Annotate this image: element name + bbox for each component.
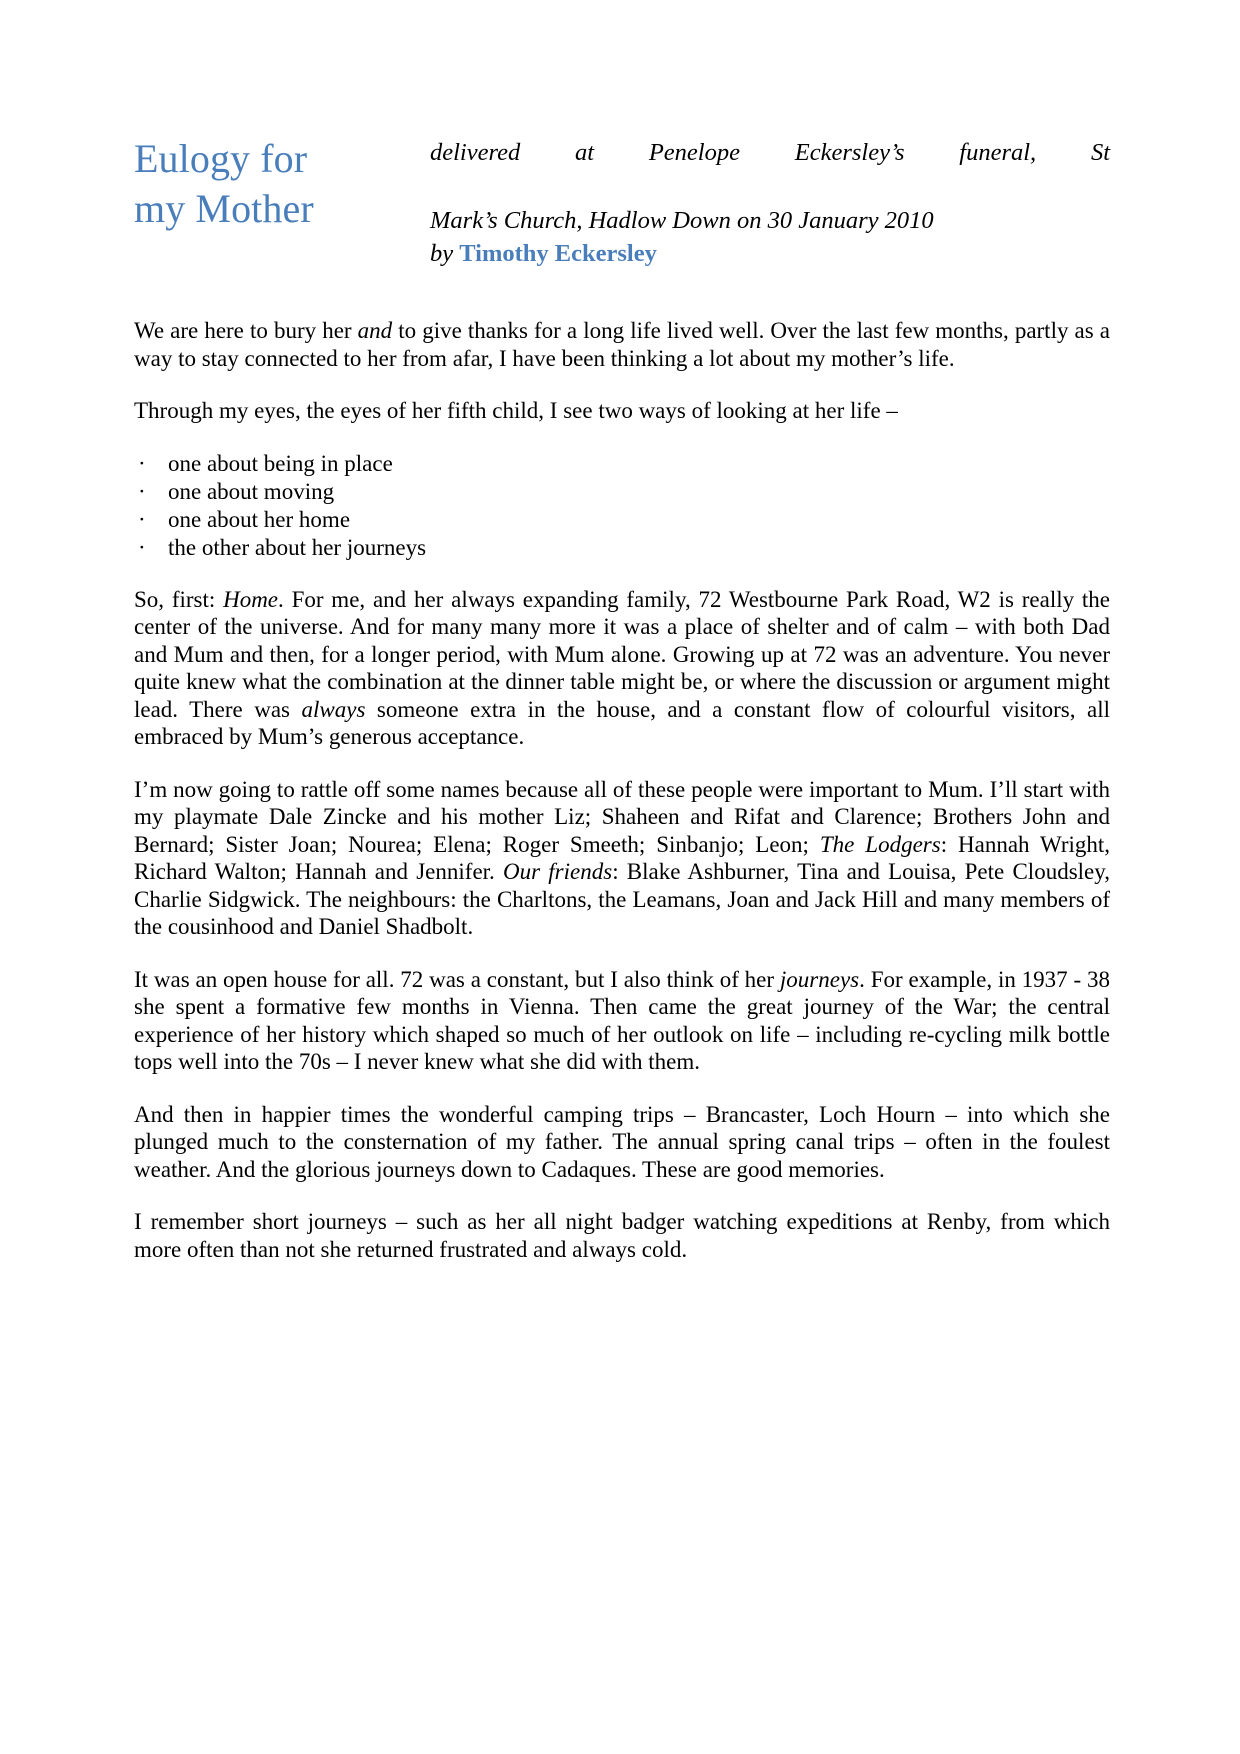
- list-item: [134, 478, 1110, 506]
- byline-label: by: [430, 240, 460, 268]
- ways-of-looking-list: [134, 450, 1110, 562]
- page-title: [134, 128, 430, 234]
- paragraph-home: [134, 586, 1110, 751]
- list-item-label: one about her home: [168, 506, 351, 532]
- paragraph-intro-emphasis: and: [357, 318, 393, 344]
- paragraph-intro: [134, 317, 1110, 372]
- paragraph-names-part-1: I’m now going to rattle off some names because all of these people were important to Mum. I’ll start with my playmate Dale Zincke and his mother Liz; Shaheen and Rifat and Clarence; Brothers John and Bernard; Sister Joan; Nourea; Elena; Roger Smeeth; Sinbanjo; Leon;: [134, 776, 1110, 857]
- paragraph-names: [134, 776, 1110, 941]
- paragraph-home-part-2: . For me, and her always expanding family, 72 Westbourne Park Road, W2 is really the center of the universe. And for many many more it was a place of shelter and of calm – with both Dad and Mum and then, for a longer period, with Mum alone. Growing up at 72 was an adventure. You never quite knew what the combination at the dinner table might be, or where the discussion or argument might lead. There was: [134, 586, 1110, 722]
- list-item: [134, 506, 1110, 534]
- document-subtitle: [430, 128, 1110, 271]
- paragraph-open-house-part-2: . For example, in 1937 - 38 she spent a formative few months in Vienna. Then came the great journey of the War; the central experience of her history which shaped so much of her outlook on life – including re-cycling milk bottle tops well into the 70s – I never knew what she did with them.: [134, 966, 1111, 1075]
- list-item-label: one about being in place: [168, 450, 393, 476]
- paragraph-short-journeys: I remember short journeys – such as her all night badger watching expeditions at Renby, from which more often than not she returned frustrated and always cold.: [134, 1209, 1110, 1262]
- paragraph-intro-part-2: to give thanks for a long life lived well. Over the last few months, partly as a way to stay connected to her from afar, I have been thinking a lot about my mother’s life.: [134, 318, 1110, 371]
- paragraph-open-house-emphasis-journeys: journeys: [779, 966, 860, 992]
- page-title-line-2: my Mother: [134, 186, 314, 231]
- list-item-label: the other about her journeys: [168, 534, 427, 560]
- bullet-icon: ·: [138, 478, 146, 504]
- bullet-icon: ·: [138, 506, 146, 532]
- byline-author: Timothy Eckersley: [459, 240, 657, 268]
- subtitle-line-2: Mark’s Church, Hadlow Down on 30 January 2010: [430, 206, 934, 234]
- byline: [430, 237, 1110, 271]
- paragraph-home-part-3: someone extra in the house, and a constant flow of colourful visitors, all embraced by Mum’s generous acceptance.: [134, 696, 1110, 750]
- list-item: [134, 534, 1110, 562]
- bullet-icon: ·: [138, 534, 146, 560]
- paragraph-names-emphasis-lodgers: The Lodgers: [819, 831, 941, 857]
- document-header: [134, 128, 1110, 271]
- page-title-line-1: Eulogy for: [134, 136, 308, 181]
- paragraph-home-emphasis-home: Home: [223, 586, 279, 612]
- paragraph-home-part-1: So, first:: [134, 586, 224, 612]
- paragraph-two-ways: Through my eyes, the eyes of her fifth child, I see two ways of looking at her life –: [134, 398, 898, 424]
- paragraph-open-house: [134, 966, 1110, 1076]
- paragraph-home-emphasis-always: always: [301, 696, 366, 722]
- paragraph-intro-part-1: We are here to bury her: [134, 318, 358, 344]
- subtitle-line-1: delivered at Penelope Eckersley’s funeral, St: [430, 139, 1110, 166]
- bullet-icon: ·: [138, 450, 146, 476]
- paragraph-names-part-3: : Blake Ashburner, Tina and Louisa, Pete Cloudsley, Charlie Sidgwick. The neighbours: the Charltons, the Leamans, Joan and Jack Hill and many members of the cousinhood and Daniel Shadbolt.: [134, 859, 1110, 940]
- paragraph-names-emphasis-our-friends: Our friends: [503, 859, 613, 885]
- list-item-label: one about moving: [168, 478, 335, 504]
- paragraph-open-house-part-1: It was an open house for all. 72 was a constant, but I also think of her: [134, 966, 780, 992]
- list-item: [134, 450, 1110, 478]
- paragraph-names-part-2: : Hannah Wright, Richard Walton; Hannah and Jennifer.: [134, 831, 1111, 885]
- paragraph-camping-trips: And then in happier times the wonderful camping trips – Brancaster, Loch Hourn – into which she plunged much to the consternation of my father. The annual spring canal trips – often in the foulest weather. And the glorious journeys down to Cadaques. These are good memories.: [134, 1101, 1110, 1182]
